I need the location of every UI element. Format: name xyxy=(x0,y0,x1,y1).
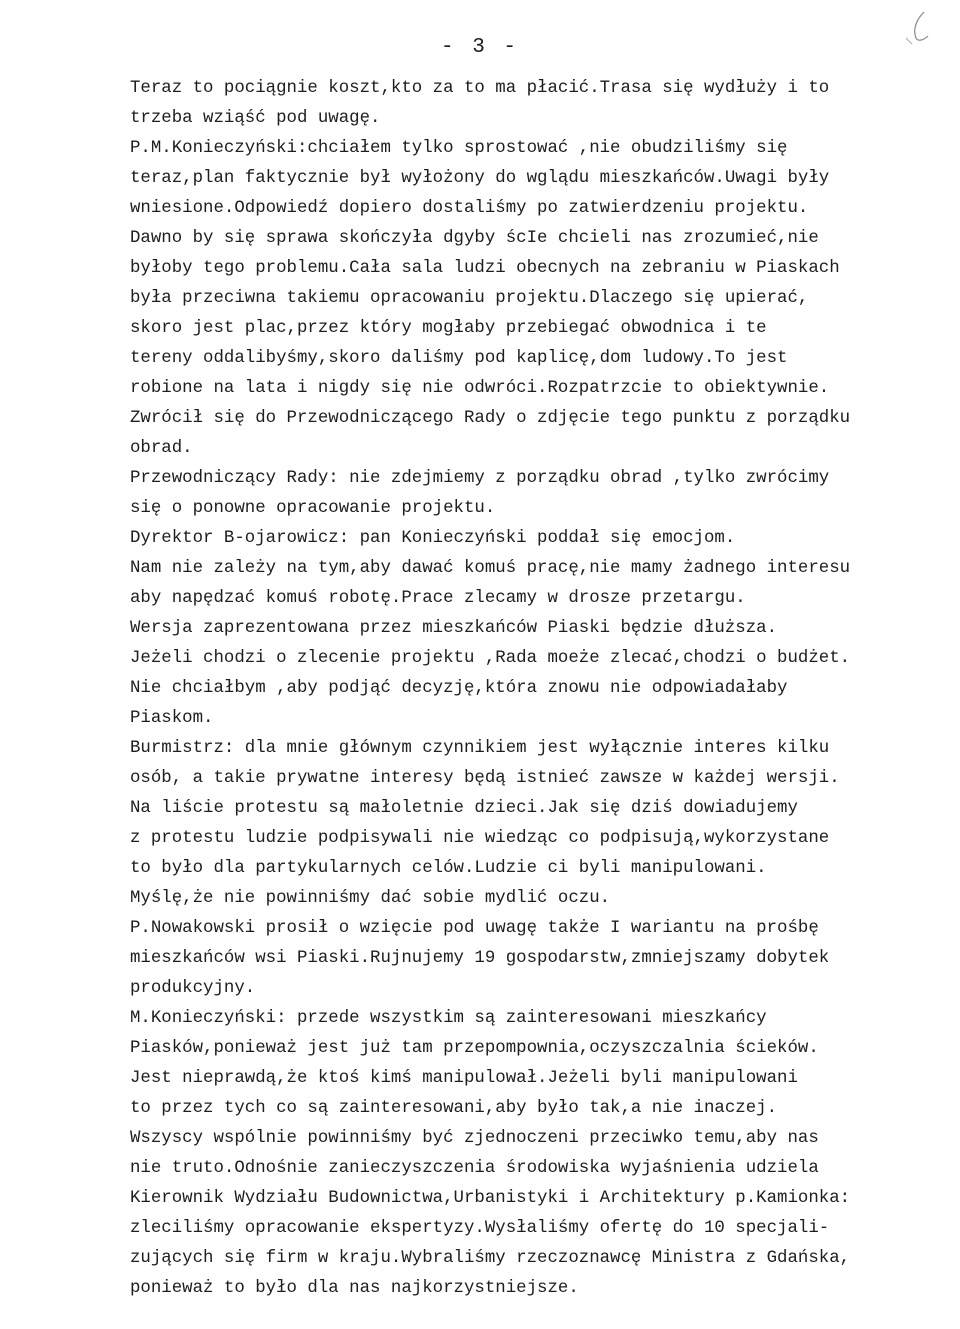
text-line: Dyrektor B-ojarowicz: pan Konieczyński poddał się emocjom. xyxy=(130,529,736,548)
text-line: skoro jest plac,przez który mogłaby przebiegać obwodnica i te xyxy=(130,319,767,338)
text-line: zleciliśmy opracowanie ekspertyzy.Wysłaliśmy ofertę do 10 specjali- xyxy=(130,1219,830,1238)
handwritten-corner-mark xyxy=(902,8,932,48)
page-number: - 3 - xyxy=(440,36,519,59)
text-line: byłoby tego problemu.Cała sala ludzi obecnych na zebraniu w Piaskach xyxy=(130,259,840,278)
text-line: Nam nie zależy na tym,aby dawać komuś pracę,nie mamy żadnego interesu xyxy=(130,559,851,578)
text-line: wniesione.Odpowiedź dopiero dostaliśmy po zatwierdzeniu projektu. xyxy=(130,199,809,218)
text-line: P.M.Konieczyński:chciałem tylko sprostować ,nie obudziliśmy się xyxy=(130,139,788,158)
text-line: M.Konieczyński: przede wszystkim są zainteresowani mieszkańcy xyxy=(130,1009,767,1028)
text-line: Myślę,że nie powinniśmy dać sobie mydlić oczu. xyxy=(130,889,611,908)
text-line: obrad. xyxy=(130,439,193,458)
text-line: Dawno by się sprawa skończyła dgyby ścIe chcieli nas zrozumieć,nie xyxy=(130,229,819,248)
text-line: Teraz to pociągnie koszt,kto za to ma płacić.Trasa się wydłuży i to xyxy=(130,79,830,98)
text-line: Na liście protestu są małoletnie dzieci.Jak się dziś dowiadujemy xyxy=(130,799,798,818)
text-line: z protestu ludzie podpisywali nie wiedząc co podpisują,wykorzystane xyxy=(130,829,830,848)
text-line: Wersja zaprezentowana przez mieszkańców Piaski będzie dłuższa. xyxy=(130,619,778,638)
text-line: Piasków,ponieważ jest już tam przepompownia,oczyszczalnia ścieków. xyxy=(130,1039,819,1058)
text-line: Kierownik Wydziału Budownictwa,Urbanistyki i Architektury p.Kamionka: xyxy=(130,1189,851,1208)
text-line: to przez tych co są zainteresowani,aby było tak,a nie inaczej. xyxy=(130,1099,778,1118)
text-line: ponieważ to było dla nas najkorzystniejsze. xyxy=(130,1279,579,1298)
text-line: Burmistrz: dla mnie głównym czynnikiem jest wyłącznie interes kilku xyxy=(130,739,830,758)
text-line: zujących się firm w kraju.Wybraliśmy rzeczoznawcę Ministra z Gdańska, xyxy=(130,1249,851,1268)
text-line: Przewodniczący Rady: nie zdejmiemy z porządku obrad ,tylko zwrócimy xyxy=(130,469,830,488)
text-line: teraz,plan faktycznie był wyłożony do wglądu mieszkańców.Uwagi były xyxy=(130,169,830,188)
text-line: to było dla partykularnych celów.Ludzie ci byli manipulowani. xyxy=(130,859,767,878)
text-line: aby napędzać komuś robotę.Prace zlecamy w drosze przetargu. xyxy=(130,589,746,608)
text-line: była przeciwna takiemu opracowaniu projektu.Dlaczego się upierać, xyxy=(130,289,809,308)
text-line: Wszyscy wspólnie powinniśmy być zjednoczeni przeciwko temu,aby nas xyxy=(130,1129,819,1148)
text-line: P.Nowakowski prosił o wzięcie pod uwagę także I wariantu na prośbę xyxy=(130,919,819,938)
text-line: osób, a takie prywatne interesy będą istnieć zawsze w każdej wersji. xyxy=(130,769,840,788)
text-line: mieszkańców wsi Piaski.Rujnujemy 19 gospodarstw,zmniejszamy dobytek xyxy=(130,949,830,968)
text-line: Jeżeli chodzi o zlecenie projektu ,Rada moeże zlecać,chodzi o budżet. xyxy=(130,649,851,668)
text-line: Piaskom. xyxy=(130,709,214,728)
text-line: tereny oddalibyśmy,skoro daliśmy pod kaplicę,dom ludowy.To jest xyxy=(130,349,788,368)
text-line: Nie chciałbym ,aby podjąć decyzję,która znowu nie odpowiadałaby xyxy=(130,679,788,698)
text-line: Zwrócił się do Przewodniczącego Rady o zdjęcie tego punktu z porządku xyxy=(130,409,851,428)
text-line: Jest nieprawdą,że ktoś kimś manipulował.Jeżeli byli manipulowani xyxy=(130,1069,798,1088)
text-line: nie truto.Odnośnie zanieczyszczenia środowiska wyjaśnienia udziela xyxy=(130,1159,819,1178)
text-line: trzeba wziąść pod uwagę. xyxy=(130,109,381,128)
text-line: produkcyjny. xyxy=(130,979,256,998)
text-line: się o ponowne opracowanie projektu. xyxy=(130,499,496,518)
text-line: robione na lata i nigdy się nie odwróci.Rozpatrzcie to obiektywnie. xyxy=(130,379,830,398)
typescript-body xyxy=(130,74,960,1304)
